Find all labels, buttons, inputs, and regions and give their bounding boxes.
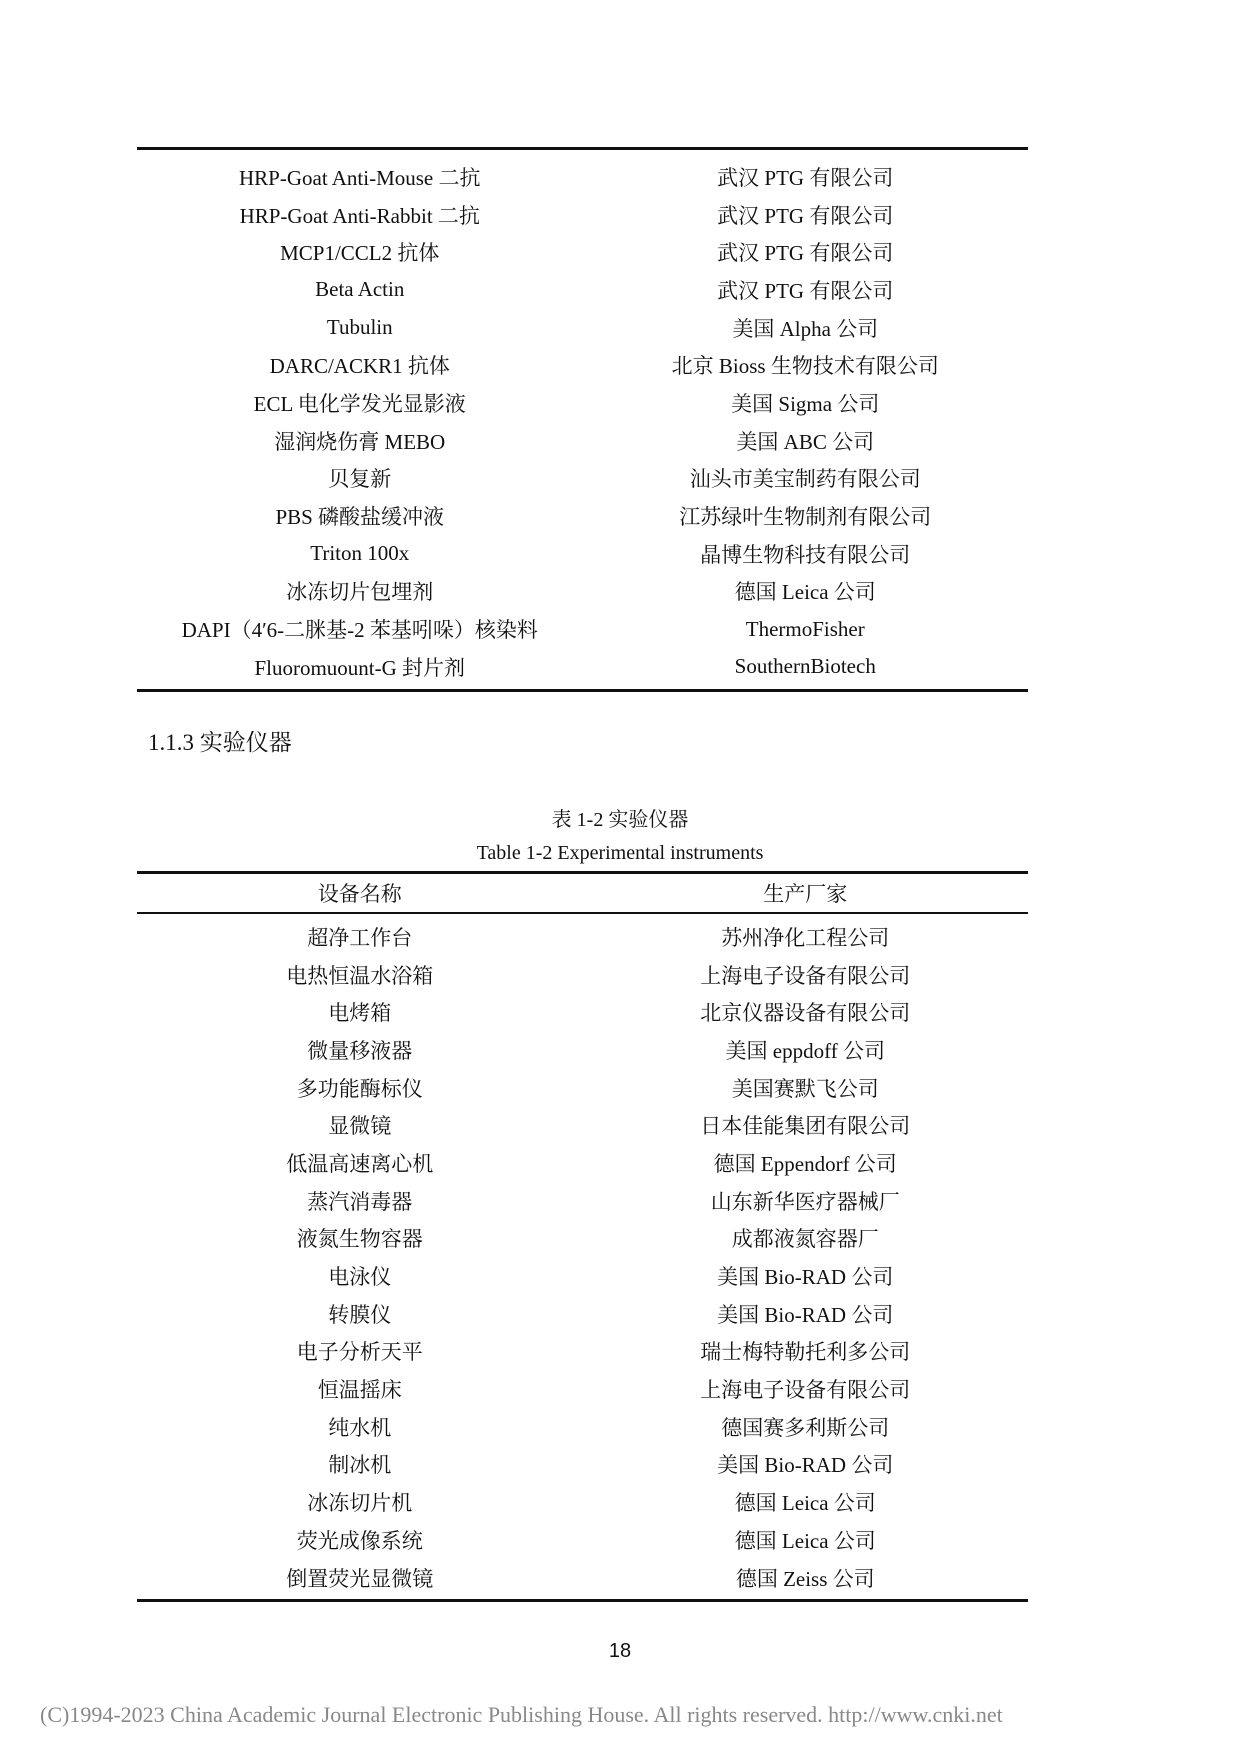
cell-name: 多功能酶标仪 bbox=[296, 1076, 423, 1101]
cell-name: 电子分析天平 bbox=[296, 1340, 423, 1365]
cell-manufacturer: 武汉 PTG 有限公司 bbox=[717, 165, 894, 190]
instrument-row bbox=[137, 1031, 1028, 1069]
reagent-row bbox=[137, 271, 1028, 309]
cell-name: 冰冻切片包埋剂 bbox=[286, 580, 434, 605]
cell-name: Fluoromuount-G 封片剂 bbox=[254, 655, 466, 680]
instrument-table-body bbox=[137, 914, 1028, 1599]
instrument-table bbox=[137, 871, 1028, 1602]
instrument-row bbox=[137, 1257, 1028, 1295]
instrument-row bbox=[137, 1483, 1028, 1521]
cell-manufacturer: 德国 Eppendorf 公司 bbox=[713, 1151, 897, 1176]
cell-manufacturer: 德国 Zeiss 公司 bbox=[735, 1566, 875, 1591]
header-manufacturer: 生产厂家 bbox=[763, 882, 848, 906]
cell-manufacturer: ThermoFisher bbox=[745, 616, 865, 641]
cell-name: 贝复新 bbox=[328, 467, 392, 492]
instrument-row bbox=[137, 1295, 1028, 1333]
cell-name: 恒温摇床 bbox=[317, 1378, 402, 1403]
instrument-row bbox=[137, 918, 1028, 956]
instrument-row bbox=[137, 1370, 1028, 1408]
cell-manufacturer: 武汉 PTG 有限公司 bbox=[717, 241, 894, 266]
cell-manufacturer: 美国 Sigma 公司 bbox=[731, 391, 880, 416]
cell-manufacturer: 日本佳能集团有限公司 bbox=[700, 1114, 911, 1139]
copyright-notice: (C)1994-2023 China Academic Journal Electronic Publishing House. All rights reserved. http://www.cnki.net bbox=[40, 1702, 1003, 1727]
reagent-row bbox=[137, 460, 1028, 498]
cell-name: 低温高速离心机 bbox=[286, 1151, 434, 1176]
cell-name: DAPI（4′6-二脒基-2 苯基吲哚）核染料 bbox=[181, 618, 538, 643]
cell-manufacturer: 北京仪器设备有限公司 bbox=[700, 1001, 911, 1026]
cell-name: 荧光成像系统 bbox=[296, 1528, 423, 1553]
cell-name: 蒸汽消毒器 bbox=[307, 1189, 413, 1214]
reagent-row bbox=[137, 346, 1028, 384]
cell-name: 显微镜 bbox=[328, 1114, 392, 1139]
cell-manufacturer: 美国 ABC 公司 bbox=[736, 429, 875, 454]
table-caption-chinese: 表 1-2 实验仪器 bbox=[551, 809, 689, 831]
cell-manufacturer: SouthernBiotech bbox=[734, 654, 876, 679]
cell-name: HRP-Goat Anti-Rabbit 二抗 bbox=[239, 203, 480, 228]
cell-name: PBS 磷酸盐缓冲液 bbox=[275, 505, 445, 530]
cell-name: 湿润烧伤膏 MEBO bbox=[274, 429, 446, 454]
instrument-table-header bbox=[137, 874, 1028, 914]
table-caption-english: Table 1-2 Experimental instruments bbox=[476, 842, 764, 864]
reagent-row bbox=[137, 610, 1028, 648]
instrument-row bbox=[137, 1069, 1028, 1107]
instrument-row bbox=[137, 1144, 1028, 1182]
cell-manufacturer: 美国 eppdoff 公司 bbox=[725, 1038, 885, 1063]
cell-manufacturer: 北京 Bioss 生物技术有限公司 bbox=[671, 354, 939, 379]
cell-manufacturer: 瑞士梅特勒托利多公司 bbox=[700, 1340, 911, 1365]
reagent-row bbox=[137, 648, 1028, 686]
instrument-row bbox=[137, 1559, 1028, 1597]
cell-manufacturer: 山东新华医疗器械厂 bbox=[710, 1189, 900, 1214]
cell-manufacturer: 美国赛默飞公司 bbox=[731, 1076, 879, 1101]
instrument-row bbox=[137, 1333, 1028, 1371]
cell-name: Triton 100x bbox=[310, 541, 410, 566]
reagent-row bbox=[137, 573, 1028, 611]
reagent-row bbox=[137, 309, 1028, 347]
cell-name: ECL 电化学发光显影液 bbox=[253, 391, 466, 416]
cell-manufacturer: 德国 Leica 公司 bbox=[734, 1528, 876, 1553]
cell-manufacturer: 美国 Alpha 公司 bbox=[732, 316, 879, 341]
cell-name: DARC/ACKR1 抗体 bbox=[269, 354, 450, 379]
cell-name: 电热恒温水浴箱 bbox=[286, 963, 434, 988]
cell-manufacturer: 美国 Bio-RAD 公司 bbox=[717, 1453, 894, 1478]
reagent-table-body bbox=[137, 158, 1028, 686]
instrument-row bbox=[137, 1446, 1028, 1484]
cell-name: 倒置荧光显微镜 bbox=[286, 1566, 434, 1591]
cell-manufacturer: 武汉 PTG 有限公司 bbox=[717, 278, 894, 303]
reagent-row bbox=[137, 535, 1028, 573]
reagent-row bbox=[137, 497, 1028, 535]
cell-manufacturer: 汕头市美宝制药有限公司 bbox=[689, 467, 921, 492]
cell-manufacturer: 上海电子设备有限公司 bbox=[700, 963, 911, 988]
instrument-row bbox=[137, 1220, 1028, 1258]
reagent-row bbox=[137, 233, 1028, 271]
cell-name: HRP-Goat Anti-Mouse 二抗 bbox=[239, 165, 481, 190]
reagent-row bbox=[137, 384, 1028, 422]
cell-manufacturer: 德国 Leica 公司 bbox=[734, 1491, 876, 1516]
cell-manufacturer: 德国 Leica 公司 bbox=[734, 580, 876, 605]
cell-manufacturer: 美国 Bio-RAD 公司 bbox=[717, 1302, 894, 1327]
instrument-row bbox=[137, 1521, 1028, 1559]
cell-name: 电烤箱 bbox=[328, 1001, 392, 1026]
cell-manufacturer: 德国赛多利斯公司 bbox=[721, 1415, 890, 1440]
cell-name: 转膜仪 bbox=[328, 1302, 392, 1327]
instrument-row bbox=[137, 1182, 1028, 1220]
instrument-row bbox=[137, 993, 1028, 1031]
cell-name: 冰冻切片机 bbox=[307, 1491, 413, 1516]
section-heading: 1.1.3 实验仪器 bbox=[148, 730, 292, 755]
cell-name: 液氮生物容器 bbox=[296, 1227, 423, 1252]
cell-manufacturer: 武汉 PTG 有限公司 bbox=[717, 203, 894, 228]
cell-name: 微量移液器 bbox=[307, 1038, 413, 1063]
cell-name: Tubulin bbox=[326, 315, 393, 340]
instrument-row bbox=[137, 1106, 1028, 1144]
instrument-row bbox=[137, 956, 1028, 994]
instrument-row bbox=[137, 1408, 1028, 1446]
cell-manufacturer: 上海电子设备有限公司 bbox=[700, 1378, 911, 1403]
cell-manufacturer: 苏州净化工程公司 bbox=[721, 925, 890, 950]
cell-name: 制冰机 bbox=[328, 1453, 392, 1478]
cell-name: Beta Actin bbox=[315, 277, 405, 302]
reagent-table bbox=[137, 147, 1028, 692]
cell-name: MCP1/CCL2 抗体 bbox=[280, 241, 440, 266]
reagent-row bbox=[137, 422, 1028, 460]
cell-manufacturer: 成都液氮容器厂 bbox=[731, 1227, 879, 1252]
cell-manufacturer: 晶博生物科技有限公司 bbox=[700, 542, 911, 567]
cell-manufacturer: 江苏绿叶生物制剂有限公司 bbox=[679, 505, 932, 530]
cell-name: 电泳仪 bbox=[328, 1265, 392, 1290]
cell-name: 超净工作台 bbox=[307, 925, 413, 950]
cell-name: 纯水机 bbox=[328, 1415, 392, 1440]
header-equipment-name: 设备名称 bbox=[317, 882, 402, 906]
reagent-row bbox=[137, 158, 1028, 196]
reagent-row bbox=[137, 196, 1028, 234]
cell-manufacturer: 美国 Bio-RAD 公司 bbox=[717, 1265, 894, 1290]
page-number: 18 bbox=[608, 1640, 632, 1662]
